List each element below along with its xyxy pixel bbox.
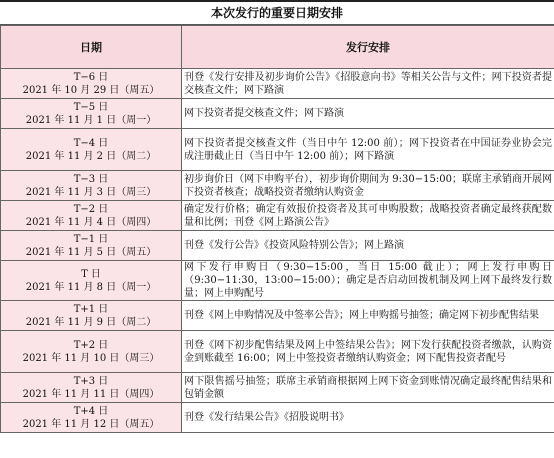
arrangement-cell: 刊登《网上申购情况及中签率公告》；网上申购摇号抽签；确定网下初步配售结果 — [182, 301, 554, 331]
table-title: 本次发行的重要日期安排 — [0, 0, 554, 25]
arrangement-cell: 确定发行价格；确定有效报价投资者及其可申购股数；战略投资者确定最终获配数量和比例；刊登《网上路演公告》 — [182, 201, 554, 231]
date-cell — [1, 171, 182, 201]
calendar-date-label: 2021 年 11 月 10 日（周三） — [22, 352, 160, 364]
date-cell — [1, 403, 182, 433]
calendar-date-label: 2021 年 11 月 12 日（周五） — [22, 418, 160, 430]
arrangement-cell: 刊登《发行安排及初步询价公告》《招股意向书》等相关公告与文件；网下投资者提交核查文件；网下路演 — [182, 69, 554, 99]
table-row — [1, 373, 554, 403]
trading-day-label: T−6 日 — [73, 71, 109, 83]
date-cell — [1, 201, 182, 231]
date-cell — [1, 373, 182, 403]
table-row — [1, 171, 554, 201]
table-row — [1, 69, 554, 99]
calendar-date-label: 2021 年 10 月 29 日（周五） — [22, 84, 160, 96]
table-row — [1, 301, 554, 331]
date-cell — [1, 99, 182, 129]
trading-day-label: T+3 日 — [73, 375, 109, 387]
arrangement-cell: 网下发行申购日（9:30−15:00，当日 15:00 截止）；网上发行申购日（9:30−11:30，13:00−15:00）；确定是否启动回拨机制及网上网下最终发行数量；网上申购配号 — [182, 261, 554, 301]
arrangement-cell: 刊登《发行公告》《投资风险特别公告》；网上路演 — [182, 231, 554, 261]
date-cell — [1, 261, 182, 301]
calendar-date-label: 2021 年 11 月 5 日（周五） — [25, 246, 157, 258]
date-cell — [1, 231, 182, 261]
date-cell — [1, 69, 182, 99]
trading-day-label: T+1 日 — [73, 303, 109, 315]
table-row — [1, 201, 554, 231]
trading-day-label: T−3 日 — [73, 173, 109, 185]
arrangement-cell: 刊登《发行结果公告》《招股说明书》 — [182, 403, 554, 433]
date-column-header: 日期 — [1, 26, 182, 69]
calendar-date-label: 2021 年 11 月 4 日（周四） — [25, 216, 157, 228]
calendar-date-label: 2021 年 11 月 1 日（周一） — [25, 114, 157, 126]
table-row — [1, 99, 554, 129]
header-row — [1, 26, 554, 69]
schedule-table — [0, 25, 554, 433]
calendar-date-label: 2021 年 11 月 8 日（周一） — [25, 281, 157, 293]
trading-day-label: T−4 日 — [73, 137, 109, 149]
calendar-date-label: 2021 年 11 月 2 日（周二） — [25, 150, 157, 162]
arrangement-cell: 网下限售摇号抽签；联席主承销商根据网上网下资金到账情况确定最终配售结果和包销金额 — [182, 373, 554, 403]
trading-day-label: T+2 日 — [73, 339, 109, 351]
table-row — [1, 261, 554, 301]
trading-day-label: T−2 日 — [73, 203, 109, 215]
table-row — [1, 129, 554, 171]
table-row — [1, 331, 554, 373]
arrangement-cell: 刊登《网下初步配售结果及网上中签结果公告》；网下发行获配投资者缴款，认购资金到账截至 16:00；网上中签投资者缴纳认购资金；网下配售投资者配号 — [182, 331, 554, 373]
table-row — [1, 231, 554, 261]
table-row — [1, 403, 554, 433]
date-cell — [1, 301, 182, 331]
table-body — [1, 69, 554, 433]
date-cell — [1, 129, 182, 171]
calendar-date-label: 2021 年 11 月 11 日（周四） — [22, 388, 160, 400]
trading-day-label: T−5 日 — [73, 101, 109, 113]
trading-day-label: T 日 — [81, 268, 101, 280]
date-cell — [1, 331, 182, 373]
trading-day-label: T+4 日 — [73, 405, 109, 417]
trading-day-label: T−1 日 — [73, 233, 109, 245]
arrangement-column-header: 发行安排 — [182, 26, 554, 69]
arrangement-cell: 网下投资者提交核查文件（当日中午 12:00 前）；网下投资者在中国证券业协会完成注册截止日（当日中午 12:00 前）；网下路演 — [182, 129, 554, 171]
arrangement-cell: 初步询价日（网下申购平台），初步询价期间为 9:30−15:00；联席主承销商开展网下投资者核查；战略投资者缴纳认购资金 — [182, 171, 554, 201]
arrangement-cell: 网下投资者提交核查文件；网下路演 — [182, 99, 554, 129]
calendar-date-label: 2021 年 11 月 9 日（周二） — [25, 316, 157, 328]
calendar-date-label: 2021 年 11 月 3 日（周三） — [25, 186, 157, 198]
